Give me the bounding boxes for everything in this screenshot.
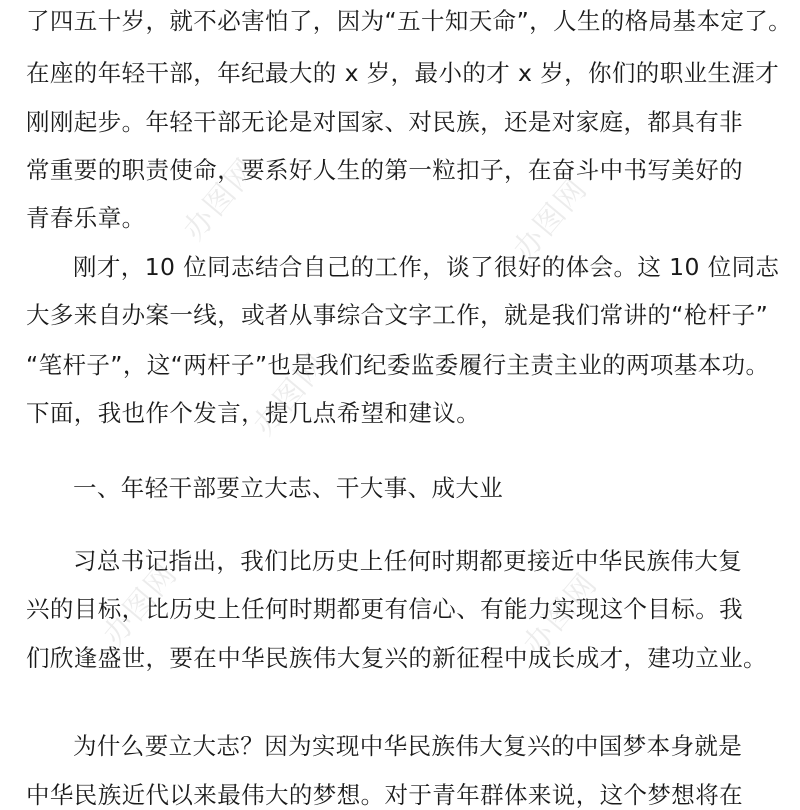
paragraph-first-line: 习总书记指出，我们比历史上任何时期都更接近中华民族伟大复	[73, 547, 743, 575]
text-line: 了四五十岁，就不必害怕了，因为“五十知天命”，人生的格局基本定了。	[26, 7, 793, 35]
text-line: 们欣逢盛世，要在中华民族伟大复兴的新征程中成长成才，建功立业。	[26, 644, 767, 672]
watermark: 办图网	[516, 566, 605, 663]
watermark: 办图网	[246, 346, 335, 443]
text-line: “笔杆子”，这“两杆子”也是我们纪委监委履行主责主业的两项基本功。	[26, 351, 770, 379]
watermark: 办图网	[506, 171, 595, 268]
text-line: 大多来自办案一线，或者从事综合文字工作，就是我们常讲的“枪杆子”	[26, 301, 769, 329]
watermark: 办图网	[96, 556, 185, 653]
paragraph-first-line: 刚才，10 位同志结合自己的工作，谈了很好的体会。这 10 位同志	[73, 253, 780, 281]
text-line: 青春乐章。	[26, 204, 146, 232]
text-line: 常重要的职责使命，要系好人生的第一粒扣子，在奋斗中书写美好的	[26, 156, 743, 184]
text-line: 中华民族近代以来最伟大的梦想。对于青年群体来说，这个梦想将在	[26, 781, 743, 809]
watermark: 办图网	[176, 151, 265, 248]
section-heading: 一、年轻干部要立大志、干大事、成大业	[73, 474, 504, 502]
paragraph-first-line: 为什么要立大志？因为实现中华民族伟大复兴的中国梦本身就是	[73, 732, 743, 760]
text-line: 兴的目标，比历史上任何时期都更有信心、有能力实现这个目标。我	[26, 595, 743, 623]
text-line: 刚刚起步。年轻干部无论是对国家、对民族，还是对家庭，都具有非	[26, 108, 743, 136]
text-line: 在座的年轻干部，年纪最大的 x 岁，最小的才 x 岁，你们的职业生涯才	[26, 59, 780, 87]
text-line: 下面，我也作个发言，提几点希望和建议。	[26, 399, 481, 427]
